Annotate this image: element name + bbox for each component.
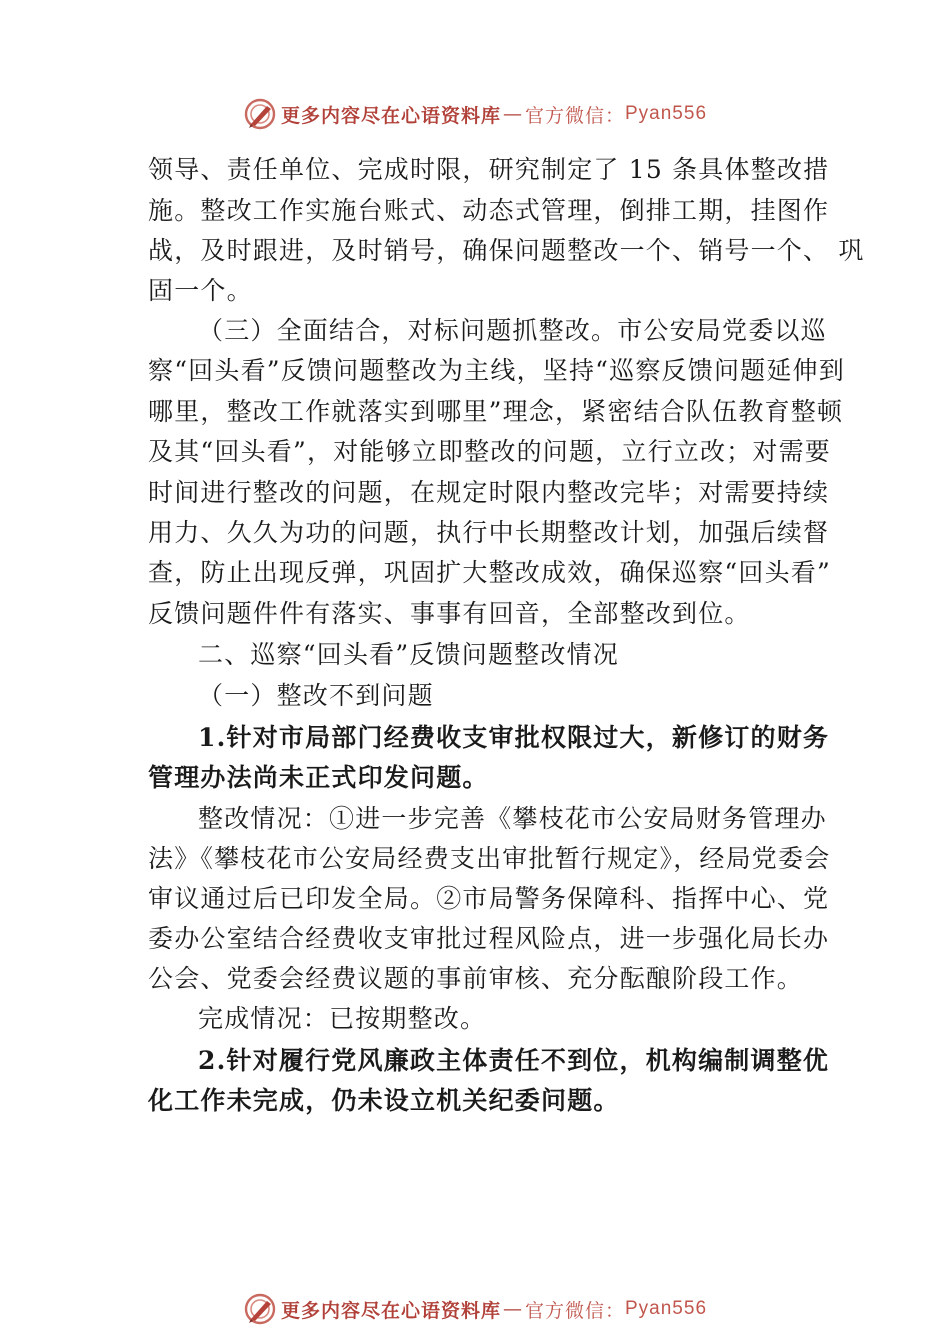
body-line: 察“回头看”反馈问题整改为主线，坚持“巡察反馈问题延伸到: [148, 356, 845, 385]
body-line: 施。整改工作实施台账式、动态式管理，倒排工期，挂图作: [148, 196, 830, 225]
watermark-brand: 更多内容尽在心语资料库: [280, 1299, 501, 1322]
body-line: 哪里，整改工作就落实到哪里”理念，紧密结合队伍教育整顿: [148, 397, 844, 426]
pen-logo-icon: [243, 1292, 277, 1326]
watermark-brand: 更多内容尽在心语资料库: [280, 104, 501, 127]
watermark-official-label: 官方微信：: [524, 104, 625, 127]
body-line: 审议通过后已印发全局。②市局警务保障科、指挥中心、党: [148, 884, 830, 913]
section-three-heading: （三）全面结合，对标问题抓整改。市公安局党委以巡: [198, 316, 827, 345]
watermark-banner-top: [0, 94, 950, 134]
body-line: 查，防止出现反弹，巩固扩大整改成效，确保巡察“回头看”: [148, 558, 831, 587]
body-line: 领导、责任单位、完成时限，研究制定了 15 条具体整改措: [148, 155, 830, 184]
watermark-wechat-id: Pyan556: [625, 1298, 708, 1319]
body-line: 时间进行整改的问题，在规定时限内整改完毕；对需要持续: [148, 478, 830, 507]
issue-two-title: 2.针对履行党风廉政主体责任不到位，机构编制调整优: [198, 1046, 830, 1075]
rectification-status: 整改情况：①进一步完善《攀枝花市公安局财务管理办: [198, 804, 827, 833]
body-line: 法》《攀枝花市公安局经费支出审批暂行规定》，经局党委会: [148, 844, 831, 873]
body-line: 战，及时跟进，及时销号，确保问题整改一个、销号一个、 巩: [148, 236, 865, 265]
body-line: 委办公室结合经费收支审批过程风险点，进一步强化局长办: [148, 924, 830, 953]
body-line: 公会、党委会经费议题的事前审核、充分酝酿阶段工作。: [148, 964, 804, 993]
issue-one-title-cont: 管理办法尚未正式印发问题。: [148, 763, 489, 792]
body-line: 固一个。: [148, 276, 253, 305]
pen-logo-icon: [243, 97, 277, 131]
issue-one-title: 1.针对市局部门经费收支审批权限过大，新修订的财务: [198, 723, 830, 752]
issue-two-title-cont: 化工作未完成，仍未设立机关纪委问题。: [148, 1086, 620, 1115]
body-line: 及其“回头看”，对能够立即整改的问题，立行立改；对需要: [148, 437, 831, 466]
watermark-banner-bottom: [0, 1289, 950, 1329]
part-two-heading: 二、巡察“回头看”反馈问题整改情况: [198, 640, 619, 669]
watermark-wechat-id: Pyan556: [625, 103, 708, 124]
watermark-official-label: 官方微信：: [524, 1299, 625, 1322]
completion-status: 完成情况：已按期整改。: [198, 1004, 487, 1033]
watermark-dash: —: [502, 103, 523, 125]
subsection-one-heading: （一）整改不到问题: [198, 681, 434, 710]
body-line: 用力、久久为功的问题，执行中长期整改计划，加强后续督: [148, 518, 830, 547]
body-line: 反馈问题件件有落实、事事有回音，全部整改到位。: [148, 599, 751, 628]
watermark-dash: —: [502, 1298, 523, 1320]
